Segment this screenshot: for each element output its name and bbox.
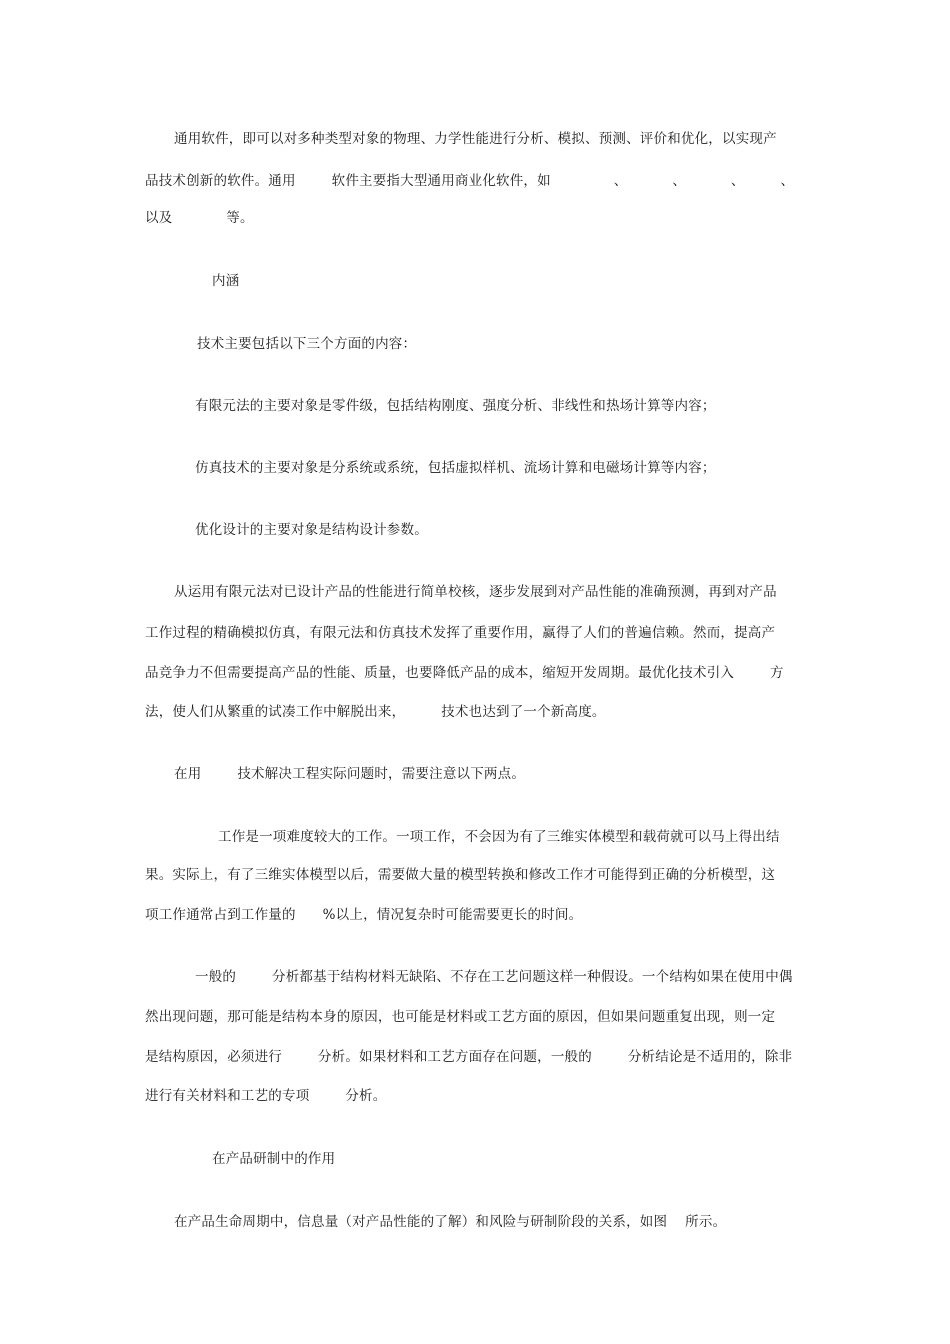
tech-intro: 技术主要包括以下三个方面的内容：: [197, 336, 417, 352]
history-line-2: 工作过程的精确模拟仿真，有限元法和仿真技术发挥了重要作用，赢得了人们的普遍信赖。然而，提高产: [145, 625, 776, 641]
list-item-optimization: 优化设计的主要对象是结构设计参数。: [195, 522, 428, 538]
work-line-3: 项工作通常占到工作量的 %以上，情况复杂时可能需要更长的时间。: [145, 907, 583, 923]
history-line-1: 从运用有限元法对已设计产品的性能进行简单校核，逐步发展到对产品性能的准确预测，再到对产品: [174, 584, 777, 600]
section-heading-role: 在产品研制中的作用: [212, 1151, 336, 1167]
work-line-2: 果。实际上，有了三维实体模型以后，需要做大量的模型转换和修改工作才可能得到正确的分析模型，这: [145, 867, 776, 883]
analysis-line-2: 然出现问题，那可能是结构本身的原因，也可能是材料或工艺方面的原因，但如果问题重复出现，则一定: [145, 1009, 776, 1025]
list-item-fem: 有限元法的主要对象是零件级，包括结构刚度、强度分析、非线性和热场计算等内容；: [195, 398, 716, 414]
list-item-simulation: 仿真技术的主要对象是分系统或系统，包括虚拟样机、流场计算和电磁场计算等内容；: [195, 460, 716, 476]
intro-line-1: 通用软件，即可以对多种类型对象的物理、力学性能进行分析、模拟、预测、评价和优化，以实现产: [174, 131, 777, 147]
intro-line-3: 以及 等。: [145, 210, 254, 226]
history-line-3: 品竞争力不但需要提高产品的性能、质量，也要降低产品的成本，缩短开发周期。最优化技术引入 方: [145, 665, 784, 681]
usage-paragraph: 在用 技术解决工程实际问题时，需要注意以下两点。: [174, 766, 526, 782]
work-line-1: 工作是一项难度较大的工作。一项工作，不会因为有了三维实体模型和载荷就可以马上得出结: [218, 829, 780, 845]
intro-line-2: 品技术创新的软件。通用 软件主要指大型通用商业化软件，如 、 、 、 、: [145, 173, 795, 189]
history-line-4: 法，使人们从繁重的试凑工作中解脱出来， 技术也达到了一个新高度。: [145, 704, 606, 720]
analysis-line-4: 进行有关材料和工艺的专项 分析。: [145, 1088, 387, 1104]
analysis-line-1: 一般的 分析都基于结构材料无缺陷、不存在工艺问题这样一种假设。一个结构如果在使用中偶: [195, 969, 793, 985]
section-heading-connotation: 内涵: [212, 273, 240, 289]
analysis-line-3: 是结构原因，必须进行 分析。如果材料和工艺方面存在问题，一般的 分析结论是不适用的，除非: [145, 1049, 793, 1065]
lifecycle-paragraph: 在产品生命周期中，信息量（对产品性能的了解）和风险与研制阶段的关系，如图 所示。: [174, 1214, 727, 1230]
